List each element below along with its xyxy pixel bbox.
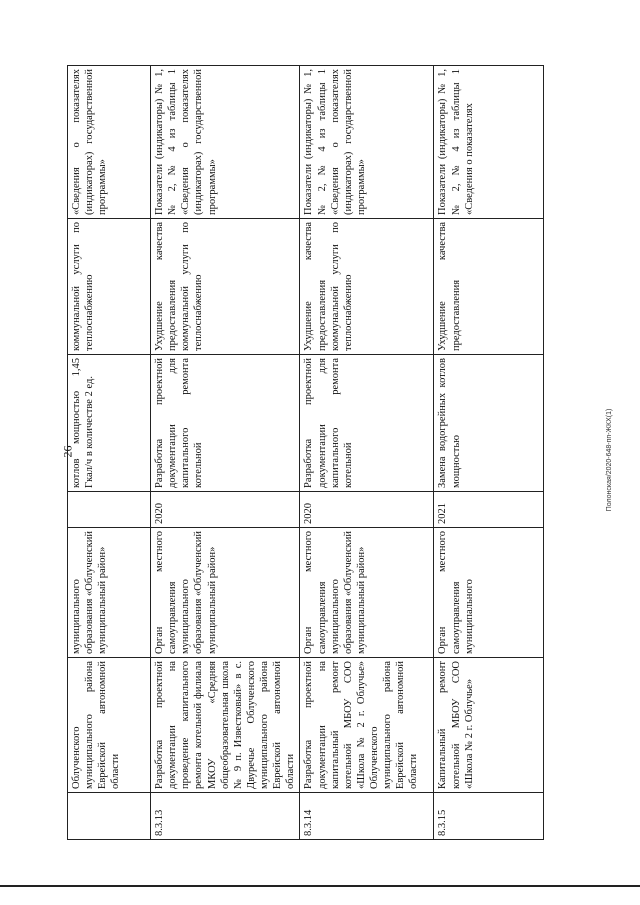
consequences: Ухудшение качества предоставления bbox=[434, 219, 544, 355]
consequences: Ухудшение качества предоставления коммунальной услуги по теплоснабжению bbox=[300, 219, 434, 355]
measure-name: Облученского муниципального района Еврейской автономной области bbox=[68, 658, 151, 793]
expected-result: Замена водогрейных котлов мощностью bbox=[434, 355, 544, 492]
row-number: 8.3.14 bbox=[300, 793, 434, 840]
landscape-table-wrapper bbox=[67, 66, 531, 840]
expected-result: Разработка проектной документации для капитального ремонта котельной bbox=[151, 355, 300, 492]
table-row bbox=[434, 66, 544, 840]
page-number: 26 bbox=[60, 445, 75, 458]
measures-table bbox=[67, 65, 544, 840]
responsible-executor: Орган местного самоуправления муниципального образования «Облученский муниципальный район» bbox=[300, 528, 434, 658]
expected-result: Разработка проектной документации для капитального ремонта котельной bbox=[300, 355, 434, 492]
year bbox=[68, 492, 151, 528]
table-row bbox=[300, 66, 434, 840]
indicators-link: Показатели (индикаторы) № 1, № 2, № 4 из таблицы 1 «Сведения о показателях (индикаторах) государственной программы» bbox=[300, 66, 434, 219]
year: 2020 bbox=[300, 492, 434, 528]
document-code: Полонская/2020-648-пп-ЖКХ(1) bbox=[606, 408, 613, 512]
indicators-link: «Сведения о показателях (индикаторах) государственной программы» bbox=[68, 66, 151, 219]
responsible-executor: Орган местного самоуправления муниципального образования «Облученский муниципальный район» bbox=[151, 528, 300, 658]
consequences: коммунальной услуги по теплоснабжению bbox=[68, 219, 151, 355]
consequences: Ухудшение качества предоставления коммунальной услуги по теплоснабжению bbox=[151, 219, 300, 355]
table-row bbox=[68, 66, 151, 840]
responsible-executor: муниципального образования «Облученский муниципальный район» bbox=[68, 528, 151, 658]
indicators-link: Показатели (индикаторы) № 1, № 2, № 4 из таблицы 1 «Сведения о показателях (индикаторах) государственной программы» bbox=[151, 66, 300, 219]
table-row bbox=[151, 66, 300, 840]
responsible-executor: Орган местного самоуправления муниципального bbox=[434, 528, 544, 658]
measure-name: Разработка проектной документации на проведение капитального ремонта котельной филиала МКОУ «Средняя общеобразовательная школа № 9 п. Известковый» в с. Двуречье Облученского муниципального района Еврейской автономной области bbox=[151, 658, 300, 793]
indicators-link: Показатели (индикаторы) № 1, № 2, № 4 из таблицы 1 «Сведения о показателях bbox=[434, 66, 544, 219]
row-number: 8.3.15 bbox=[434, 793, 544, 840]
year: 2020 bbox=[151, 492, 300, 528]
bottom-divider bbox=[0, 885, 640, 887]
row-number bbox=[68, 793, 151, 840]
measure-name: Капитальный ремонт котельной МБОУ СОО «Школа № 2 г. Облучье» bbox=[434, 658, 544, 793]
row-number: 8.3.13 bbox=[151, 793, 300, 840]
expected-result: котлов мощностью 1,45 Гкал/ч в количестве 2 ед. bbox=[68, 355, 151, 492]
year: 2021 bbox=[434, 492, 544, 528]
measure-name: Разработка проектной документации на капитальный ремонт котельной МБОУ СОО «Школа № 2 г. Облучье» Облученского муниципального района Еврейской автономной области bbox=[300, 658, 434, 793]
